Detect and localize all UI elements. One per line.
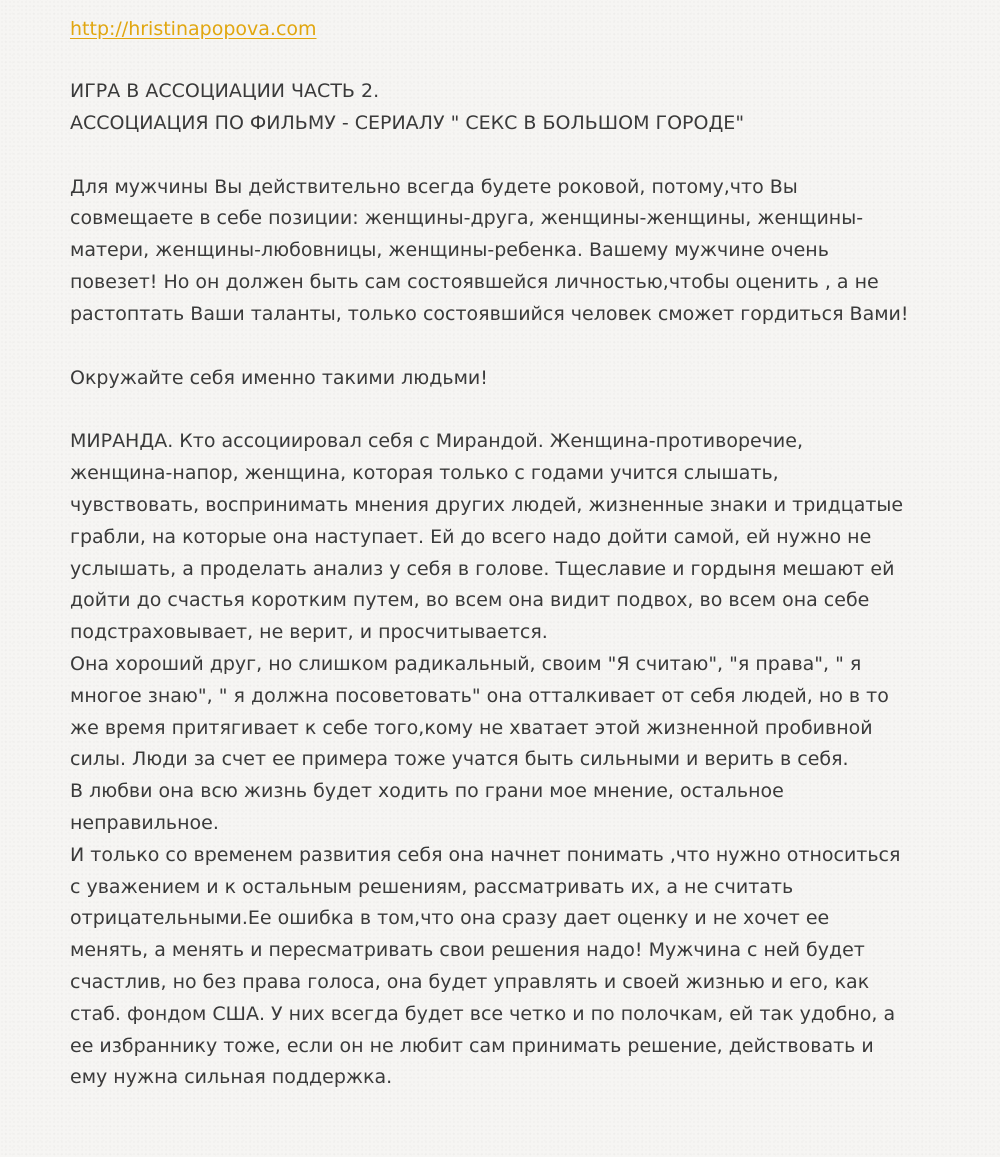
website-link[interactable]: http://hristinapopova.com — [70, 18, 317, 40]
text-line: МИРАНДА. Кто ассоциировал себя с Мирандой. Женщина-противоречие, — [70, 430, 803, 453]
paragraph-intro — [70, 172, 950, 331]
text-line: менять, а менять и пересматривать свои решения надо! Мужчина с ней будет — [70, 939, 865, 962]
text-line: многое знаю", " я должна посоветовать" она отталкивает от себя людей, но в то — [70, 684, 889, 707]
text-line: совмещаете в себе позиции: женщины-друга, женщины-женщины, женщины- — [70, 207, 864, 230]
text-line: ему нужна сильная поддержка. — [70, 1066, 393, 1089]
text-line: повезет! Но он должен быть сам состоявшейся личностью,чтобы оценить , а не — [70, 270, 879, 293]
text-line: дойти до счастья коротким путем, во всем она видит подвох, во всем она себе — [70, 589, 870, 612]
text-line: грабли, на которые она наступает. Ей до всего надо дойти самой, ей нужно не — [70, 525, 872, 548]
text-line: стаб. фондом США. У них всегда будет все четко и по полочкам, ей так удобно, а — [70, 1002, 896, 1025]
paragraph-advice — [70, 363, 950, 395]
text-line: же время притягивает к себе того,кому не хватает этой жизненной пробивной — [70, 716, 873, 739]
text-line: услышать, а проделать анализ у себя в голове. Тщеславие и гордыня мешают ей — [70, 557, 895, 580]
text-line: Она хороший друг, но слишком радикальный, своим "Я считаю", "я права", " я — [70, 652, 862, 675]
text-line: растоптать Ваши таланты, только состоявшийся человек сможет гордиться Вами! — [70, 302, 909, 325]
text-line: ее избраннику тоже, если он не любит сам принимать решение, действовать и — [70, 1034, 874, 1057]
text-line: матери, женщины-любовницы, женщины-ребенка. Вашему мужчине очень — [70, 239, 829, 262]
subtitle-line: АССОЦИАЦИЯ ПО ФИЛЬМУ - СЕРИАЛУ " СЕКС В БОЛЬШОМ ГОРОДЕ" — [70, 111, 745, 134]
text-line: с уважением и к остальным решениям, рассматривать их, а не считать — [70, 875, 794, 898]
paragraph-miranda — [70, 426, 950, 1094]
note-body — [70, 14, 950, 1094]
text-line: И только со временем развития себя она начнет понимать ,что нужно относиться — [70, 843, 901, 866]
text-line: силы. Люди за счет ее примера тоже учатся быть сильными и верить в себя. — [70, 748, 849, 771]
text-line: отрицательными.Ее ошибка в том,что она сразу дает оценку и не хочет ее — [70, 907, 830, 930]
text-line: Окружайте себя именно такими людьми! — [70, 366, 488, 389]
text-line: чувствовать, воспринимать мнения других людей, жизненные знаки и тридцатые — [70, 493, 904, 516]
title-line: ИГРА В АССОЦИАЦИИ ЧАСТЬ 2. — [70, 80, 380, 102]
title-block — [70, 76, 950, 140]
text-line: женщина-напор, женщина, которая только с годами учится слышать, — [70, 462, 779, 485]
text-line: Для мужчины Вы действительно всегда будете роковой, потому,что Вы — [70, 175, 798, 198]
text-line: подстраховывает, не верит, и просчитывается. — [70, 621, 548, 644]
text-line: неправильное. — [70, 811, 219, 834]
text-line: В любви она всю жизнь будет ходить по грани мое мнение, остальное — [70, 780, 784, 803]
text-line: счастлив, но без права голоса, она будет управлять и своей жизнью и его, как — [70, 970, 870, 993]
